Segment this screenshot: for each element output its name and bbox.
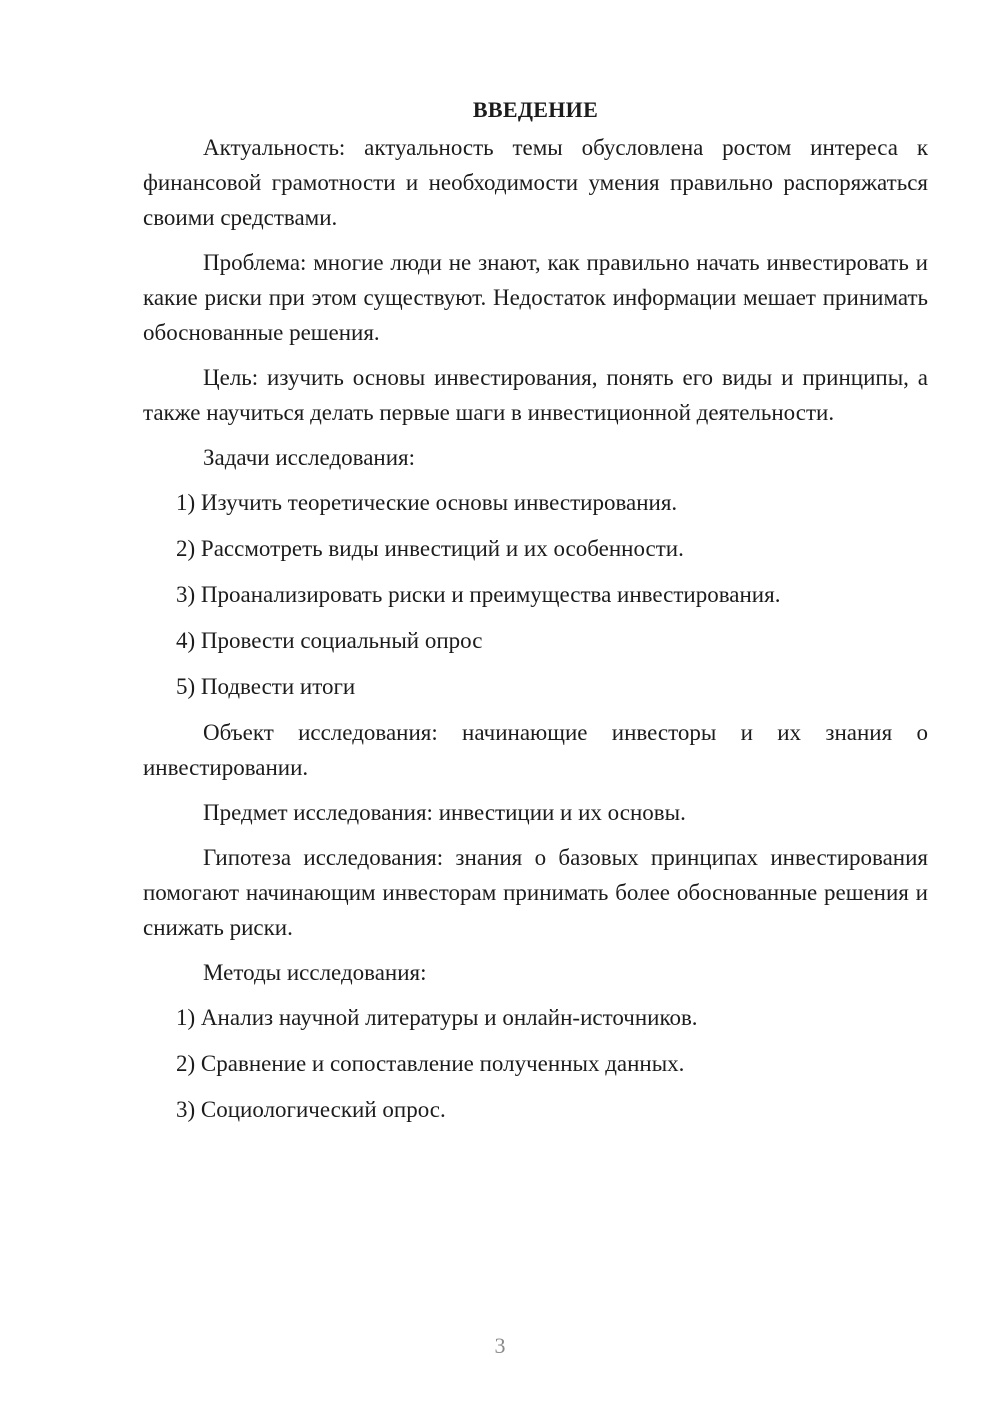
task-item: 5) Подвести итоги	[176, 674, 356, 699]
hypothesis-paragraph: Гипотеза исследования: знания о базовых принципах инвестирования помогают начинающим инвесторам принимать более обоснованные решения и снижать риски.	[143, 845, 928, 940]
task-item: 3) Проанализировать риски и преимущества инвестирования.	[176, 582, 781, 607]
problem-paragraph: Проблема: многие люди не знают, как правильно начать инвестировать и какие риски при этом существуют. Недостаток информации мешает принимать обоснованные решения.	[143, 250, 928, 345]
tasks-title: Задачи исследования:	[203, 445, 416, 470]
methods-title: Методы исследования:	[203, 960, 427, 985]
task-item: 1) Изучить теоретические основы инвестирования.	[176, 490, 678, 515]
task-item: 4) Провести социальный опрос	[176, 628, 483, 653]
method-item: 2) Сравнение и сопоставление полученных данных.	[176, 1051, 685, 1076]
method-item: 1) Анализ научной литературы и онлайн-источников.	[176, 1005, 698, 1030]
task-item: 2) Рассмотреть виды инвестиций и их особенности.	[176, 536, 684, 561]
method-item: 3) Социологический опрос.	[176, 1097, 446, 1122]
relevance-paragraph: Актуальность: актуальность темы обусловлена ростом интереса к финансовой грамотности и необходимости умения правильно распоряжаться своими средствами.	[143, 135, 928, 230]
subject-paragraph: Предмет исследования: инвестиции и их основы.	[203, 800, 686, 825]
goal-paragraph: Цель: изучить основы инвестирования, понять его виды и принципы, а также научиться делать первые шаги в инвестиционной деятельности.	[143, 365, 928, 425]
section-heading: ВВЕДЕНИЕ	[472, 97, 599, 122]
page-content	[143, 92, 928, 1138]
page-number: 3	[494, 1333, 506, 1358]
object-paragraph: Объект исследования: начинающие инвесторы и их знания о инвестировании.	[143, 720, 928, 780]
